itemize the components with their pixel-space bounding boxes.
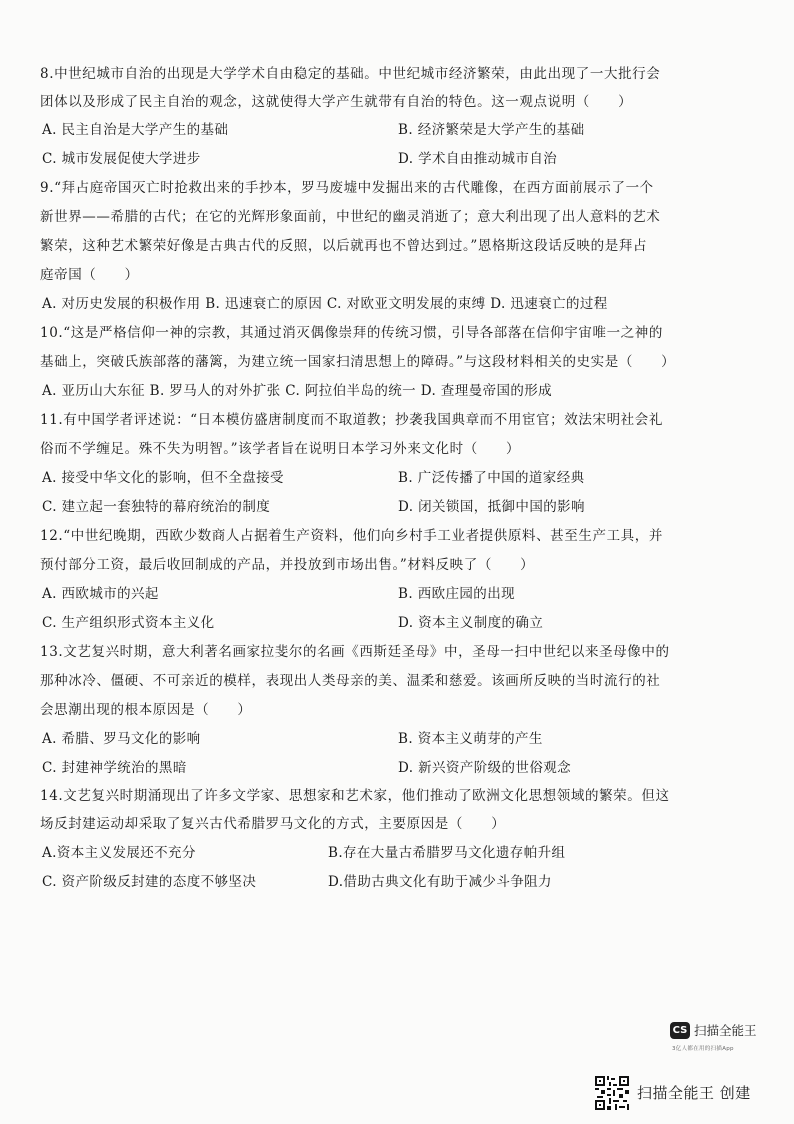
question-8-option-a: A. 民主自治是大学产生的基础 [42,122,229,138]
question-14-line-2: 场反封建运动却采取了复兴古代希腊罗马文化的方式，主要原因是（ ） [40,816,506,832]
question-14-option-c: C. 资产阶级反封建的态度不够坚决 [42,874,257,890]
question-13-option-c: C. 封建神学统治的黑暗 [42,760,187,776]
question-14-option-d: D.借助古典文化有助于减少斗争阻力 [328,874,552,890]
question-10-line-1: 10.“这是严格信仰一神的宗教，其通过消灭偶像崇拜的传统习惯，引导各部落在信仰宇宙唯一之神的 [40,325,663,341]
question-14-option-a: A.资本主义发展还不充分 [42,845,196,861]
scanner-tagline: 3亿人都在用的扫描App [672,1046,734,1052]
qr-code-icon [595,1076,629,1110]
question-8-option-d: D. 学术自由推动城市自治 [398,151,558,167]
question-9-options: A. 对历史发展的积极作用 B. 迅速衰亡的原因 C. 对欧亚文明发展的束缚 D. 迅速衰亡的过程 [42,296,608,312]
question-13-option-b: B. 资本主义萌芽的产生 [398,731,543,747]
question-11-option-a: A. 接受中华文化的影响，但不全盘接受 [42,470,284,486]
question-13-option-a: A. 希腊、罗马文化的影响 [42,731,201,747]
question-8-line-1: 8.中世纪城市自治的出现是大学学术自由稳定的基础。中世纪城市经济繁荣，由此出现了一大批行会 [40,66,661,82]
question-12-option-c: C. 生产组织形式资本主义化 [42,615,215,631]
question-14-line-1: 14.文艺复兴时期涌现出了许多文学家、思想家和艺术家，他们推动了欧洲文化思想领域的繁荣。但这 [40,788,670,804]
question-13-line-1: 13.文艺复兴时期，意大利著名画家拉斐尔的名画《西斯廷圣母》中，圣母一扫中世纪以来圣母像中的 [40,644,670,660]
question-13-option-d: D. 新兴资产阶级的世俗观念 [398,760,572,776]
question-9-line-2: 新世界——希腊的古代；在它的光辉形象面前，中世纪的幽灵消逝了；意大利出现了出人意料的艺术 [40,209,661,225]
question-12-line-1: 12.“中世纪晚期，西欧少数商人占据着生产资料，他们向乡村手工业者提供原料、甚至生产工具，并 [40,528,663,544]
scanner-app-name: 扫描全能王 [694,1023,757,1038]
footer-created-by: 扫描全能王 创建 [637,1084,751,1102]
question-8-option-b: B. 经济繁荣是大学产生的基础 [398,122,585,138]
question-12-option-a: A. 西欧城市的兴起 [42,586,159,602]
question-9-line-3: 繁荣，这种艺术繁荣好像是古典古代的反照，以后就再也不曾达到过。”恩格斯这段话反映的是拜占 [40,238,648,254]
question-12-option-b: B. 西欧庄园的出现 [398,586,516,602]
question-14-option-b: B.存在大量古希腊罗马文化遗存帕升组 [328,845,566,861]
question-9-line-4: 庭帝国（ ） [40,267,139,283]
cs-logo-icon: CS [670,1022,690,1039]
question-10-options: A. 亚历山大东征 B. 罗马人的对外扩张 C. 阿拉伯半岛的统一 D. 查理曼帝国的形成 [42,383,553,399]
question-11-line-2: 俗而不学缠足。殊不失为明智。”该学者旨在说明日本学习外来文化时（ ） [40,441,521,457]
question-10-line-2: 基础上，突破氏族部落的藩篱，为建立统一国家扫清思想上的障碍。”与这段材料相关的史实是（ ） [40,354,676,370]
question-13-line-3: 会思潮出现的根本原因是（ ） [40,702,252,718]
question-11-option-d: D. 闭关锁国，抵御中国的影响 [398,499,585,515]
question-9-line-1: 9.“拜占庭帝国灭亡时抢救出来的手抄本，罗马废墟中发掘出来的古代雕像，在西方面前展示了一个 [40,180,654,196]
question-12-line-2: 预付部分工资，最后收回制成的产品，并投放到市场出售。”材料反映了（ ） [40,557,535,573]
scanner-logo [670,1022,770,1056]
question-11-line-1: 11.有中国学者评述说：“日本模仿盛唐制度而不取道教；抄袭我国典章而不用宦官；效法宋明社会礼 [40,412,663,428]
question-11-option-c: C. 建立起一套独特的幕府统治的制度 [42,499,271,515]
question-8-option-c: C. 城市发展促使大学进步 [42,151,201,167]
question-12-option-d: D. 资本主义制度的确立 [398,615,544,631]
question-13-line-2: 那种冰冷、僵硬、不可亲近的模样，表现出人类母亲的美、温柔和慈爱。该画所反映的当时流行的社 [40,673,661,689]
question-8-line-2: 团体以及形成了民主自治的观念，这就使得大学产生就带有自治的特色。这一观点说明（ ） [40,94,633,110]
question-11-option-b: B. 广泛传播了中国的道家经典 [398,470,585,486]
